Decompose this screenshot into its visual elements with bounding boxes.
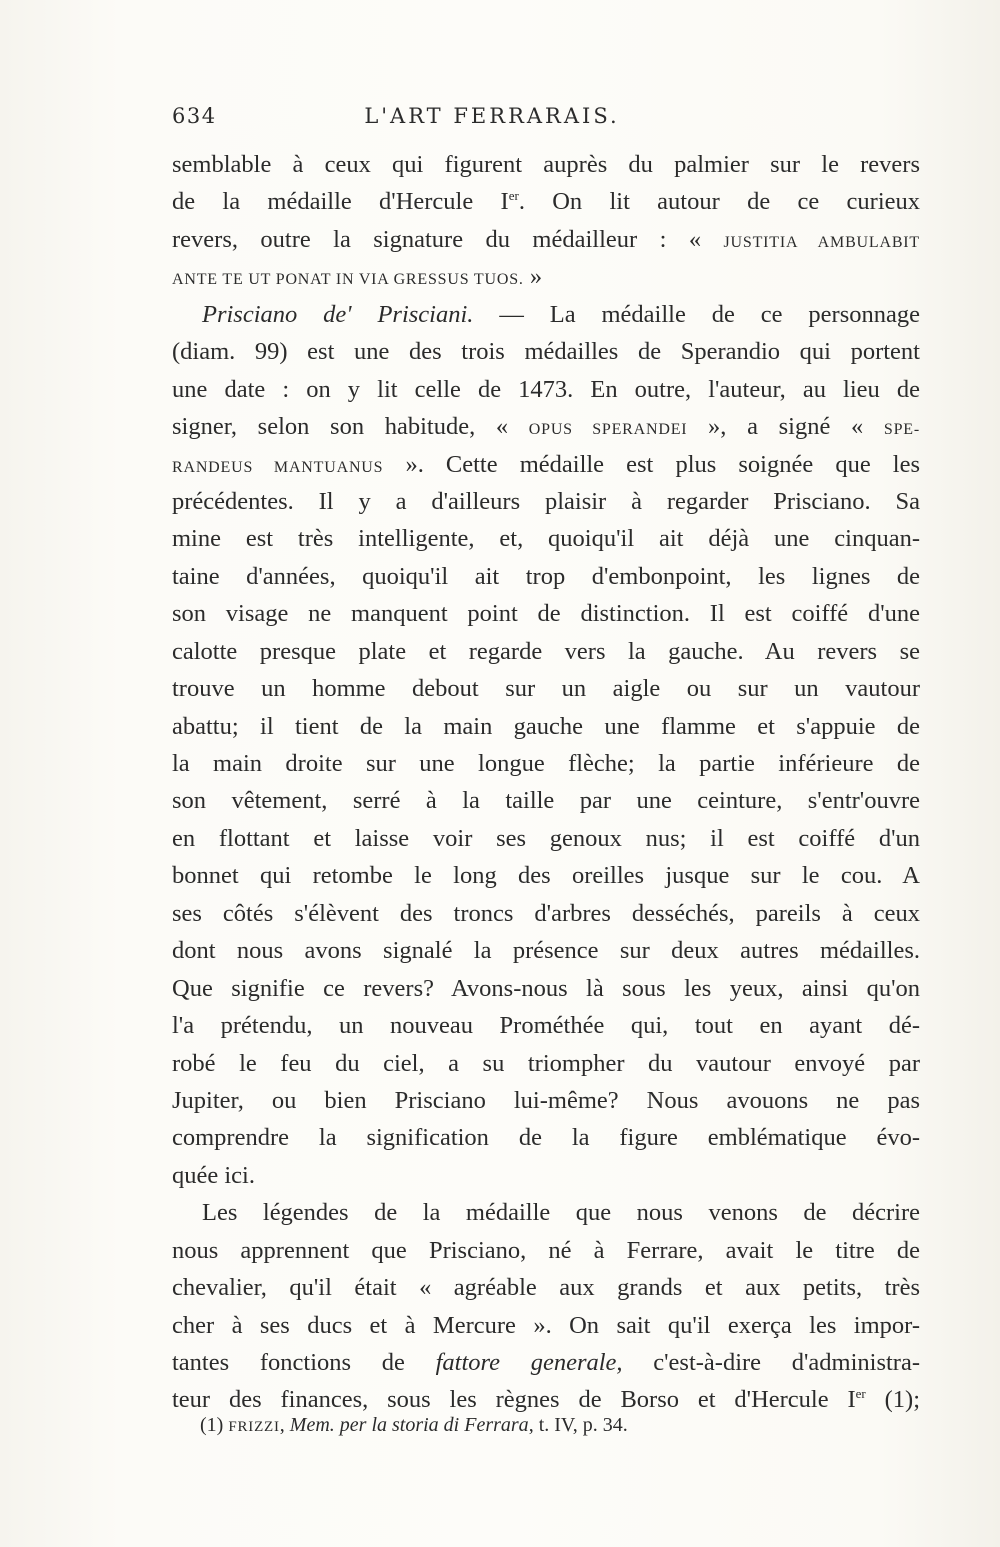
text-line: Que signifie ce revers? Avons-nous là sous les yeux, ainsi qu'on bbox=[172, 974, 920, 1002]
text-line: bonnet qui retombe le long des oreilles jusque sur le cou. A bbox=[172, 862, 920, 890]
text-line: taine d'années, quoiqu'il ait trop d'embonpoint, les lignes de bbox=[172, 562, 920, 590]
text-line: l'a prétendu, un nouveau Prométhée qui, tout en ayant dé- bbox=[172, 1012, 920, 1040]
text-line: semblable à ceux qui figurent auprès du palmier sur le revers bbox=[172, 151, 920, 178]
text-line: robé le feu du ciel, a su triompher du vautour envoyé par bbox=[172, 1049, 920, 1077]
text-line: la main droite sur une longue flèche; la partie inférieure de bbox=[172, 750, 920, 777]
text-line: calotte presque plate et regarde vers la gauche. Au revers se bbox=[172, 637, 920, 665]
text-line: RANDEUS MANTUANUS ». Cette médaille est plus soignée que les bbox=[172, 450, 920, 478]
text-line: dont nous avons signalé la présence sur deux autres médailles. bbox=[172, 937, 920, 965]
text-line: (diam. 99) est une des trois médailles de Sperandio qui portent bbox=[172, 338, 920, 366]
text-line: son visage ne manquent point de distinction. Il est coiffé d'une bbox=[172, 600, 920, 628]
text-line: Jupiter, ou bien Prisciano lui-même? Nous avouons ne pas bbox=[172, 1086, 920, 1114]
text-line: trouve un homme debout sur un aigle ou sur un vautour bbox=[172, 675, 920, 703]
text-line: de la médaille d'Hercule Ier. On lit autour de ce curieux bbox=[172, 188, 920, 216]
text-line: tantes fonctions de fattore generale, c'est-à-dire d'administra- bbox=[172, 1349, 920, 1376]
text-line: une date : on y lit celle de 1473. En outre, l'auteur, au lieu de bbox=[172, 375, 920, 403]
text-line: Les légendes de la médaille que nous venons de décrire bbox=[202, 1199, 920, 1227]
text-line: en flottant et laisse voir ses genoux nus; il est coiffé d'un bbox=[172, 824, 920, 852]
running-head bbox=[172, 104, 920, 134]
page-number: 634 bbox=[172, 104, 217, 128]
text-line: son vêtement, serré à la taille par une ceinture, s'entr'ouvre bbox=[172, 787, 920, 815]
text-line: précédentes. Il y a d'ailleurs plaisir à regarder Prisciano. Sa bbox=[172, 487, 920, 515]
text-line: Prisciano de' Prisciani. — La médaille de ce personnage bbox=[202, 300, 920, 328]
text-line: nous apprennent que Prisciano, né à Ferrare, avait le titre de bbox=[172, 1236, 920, 1264]
text-line: quée ici. bbox=[172, 1161, 255, 1189]
text-line: teur des finances, sous les règnes de Borso et d'Hercule Ier (1); bbox=[172, 1386, 920, 1414]
page-heading: L'ART FERRARAIS. bbox=[364, 104, 620, 128]
body-text bbox=[172, 146, 920, 1419]
text-line: chevalier, qu'il était « agréable aux grands et aux petits, très bbox=[172, 1274, 920, 1302]
text-line: revers, outre la signature du médailleur : « JUSTITIA AMBULABIT bbox=[172, 225, 920, 253]
text-line: mine est très intelligente, et, quoiqu'il ait déjà une cinquan- bbox=[172, 525, 920, 553]
text-line: signer, selon son habitude, « OPUS SPERANDEI », a signé « SPE- bbox=[172, 413, 920, 441]
text-line: comprendre la signification de la figure emblématique évo- bbox=[172, 1124, 920, 1152]
text-line: ses côtés s'élèvent des troncs d'arbres desséchés, pareils à ceux bbox=[172, 899, 920, 927]
text-line: ANTE TE UT PONAT IN VIA GRESSUS TUOS. » bbox=[172, 263, 543, 291]
footnote: (1) FRIZZI, Mem. per la storia di Ferrara, t. IV, p. 34. bbox=[200, 1414, 628, 1436]
text-line: abattu; il tient de la main gauche une flamme et s'appuie de bbox=[172, 712, 920, 740]
text-line: cher à ses ducs et à Mercure ». On sait qu'il exerça les impor- bbox=[172, 1311, 920, 1339]
